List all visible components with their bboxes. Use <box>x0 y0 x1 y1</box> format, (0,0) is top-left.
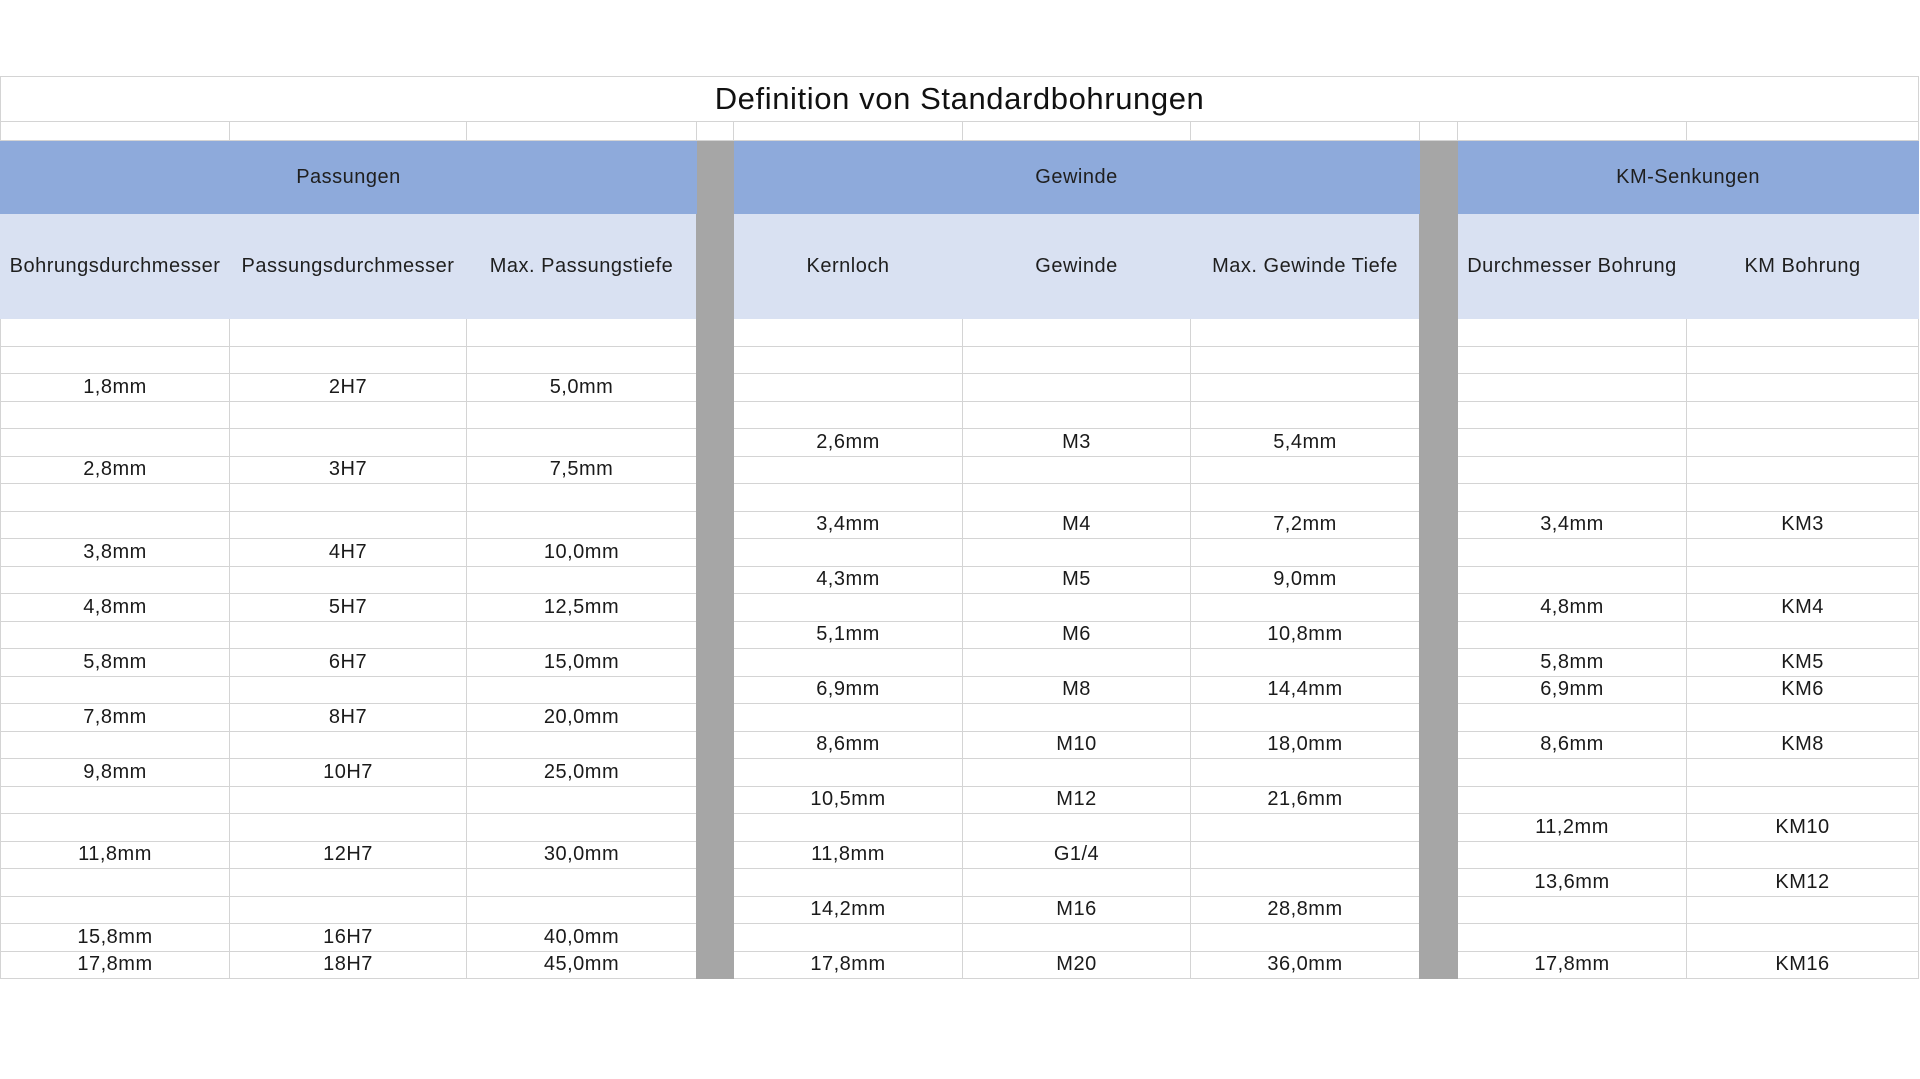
max-passungstiefe-cell[interactable] <box>467 676 697 704</box>
passungsdurchmesser-cell[interactable] <box>230 511 467 539</box>
kernloch-cell[interactable]: 2,6mm <box>734 429 963 457</box>
passungsdurchmesser-cell[interactable] <box>230 401 467 429</box>
gewinde-cell[interactable]: M16 <box>963 896 1191 924</box>
max-gewinde-tiefe-cell[interactable] <box>1191 319 1420 347</box>
bohrungsdurchmesser-cell[interactable] <box>1 401 230 429</box>
table-row <box>1 841 1919 869</box>
km-bohrung-cell[interactable] <box>1687 429 1919 457</box>
durchmesser-bohrung-cell[interactable] <box>1458 621 1687 649</box>
passungsdurchmesser-cell[interactable] <box>230 346 467 374</box>
gewinde-cell[interactable]: M20 <box>963 951 1191 979</box>
table-row <box>1 759 1919 787</box>
bohrungsdurchmesser-cell[interactable]: 7,8mm <box>1 704 230 732</box>
column-header-gewinde: Gewinde <box>963 214 1191 319</box>
max-gewinde-tiefe-cell[interactable] <box>1191 924 1420 952</box>
km-bohrung-cell[interactable]: KM12 <box>1687 869 1919 897</box>
spreadsheet <box>0 76 1918 979</box>
cell[interactable] <box>1420 122 1458 141</box>
group-header-passungen: Passungen <box>1 141 697 214</box>
durchmesser-bohrung-cell[interactable] <box>1458 346 1687 374</box>
durchmesser-bohrung-cell[interactable] <box>1458 759 1687 787</box>
table-row <box>1 566 1919 594</box>
durchmesser-bohrung-cell[interactable] <box>1458 401 1687 429</box>
km-bohrung-cell[interactable] <box>1687 346 1919 374</box>
max-gewinde-tiefe-cell[interactable] <box>1191 841 1420 869</box>
durchmesser-bohrung-cell[interactable] <box>1458 319 1687 347</box>
km-bohrung-cell[interactable]: KM3 <box>1687 511 1919 539</box>
passungsdurchmesser-cell[interactable]: 2H7 <box>230 374 467 402</box>
gewinde-cell[interactable]: M3 <box>963 429 1191 457</box>
passungsdurchmesser-cell[interactable] <box>230 566 467 594</box>
max-passungstiefe-cell[interactable] <box>467 814 697 842</box>
table-row <box>1 539 1919 567</box>
max-passungstiefe-cell[interactable] <box>467 731 697 759</box>
table-row <box>1 786 1919 814</box>
max-gewinde-tiefe-cell[interactable] <box>1191 814 1420 842</box>
passungsdurchmesser-cell[interactable] <box>230 676 467 704</box>
km-bohrung-cell[interactable]: KM16 <box>1687 951 1919 979</box>
durchmesser-bohrung-cell[interactable]: 3,4mm <box>1458 511 1687 539</box>
table-row <box>1 621 1919 649</box>
table-row <box>1 401 1919 429</box>
durchmesser-bohrung-cell[interactable] <box>1458 786 1687 814</box>
km-bohrung-cell[interactable] <box>1687 401 1919 429</box>
gewinde-cell[interactable] <box>963 759 1191 787</box>
passungsdurchmesser-cell[interactable] <box>230 786 467 814</box>
bohrungsdurchmesser-cell[interactable] <box>1 621 230 649</box>
cell[interactable] <box>1 122 230 141</box>
max-gewinde-tiefe-cell[interactable]: 5,4mm <box>1191 429 1420 457</box>
durchmesser-bohrung-cell[interactable]: 13,6mm <box>1458 869 1687 897</box>
kernloch-cell[interactable]: 3,4mm <box>734 511 963 539</box>
passungsdurchmesser-cell[interactable]: 18H7 <box>230 951 467 979</box>
gewinde-cell[interactable] <box>963 401 1191 429</box>
table-row <box>1 731 1919 759</box>
passungsdurchmesser-cell[interactable]: 12H7 <box>230 841 467 869</box>
kernloch-cell[interactable] <box>734 319 963 347</box>
column-header-km-bohrung: KM Bohrung <box>1687 214 1919 319</box>
durchmesser-bohrung-cell[interactable]: 8,6mm <box>1458 731 1687 759</box>
max-passungstiefe-cell[interactable]: 15,0mm <box>467 649 697 677</box>
durchmesser-bohrung-cell[interactable]: 5,8mm <box>1458 649 1687 677</box>
gewinde-cell[interactable] <box>963 319 1191 347</box>
bohrungsdurchmesser-cell[interactable] <box>1 484 230 512</box>
bohrungsdurchmesser-cell[interactable]: 4,8mm <box>1 594 230 622</box>
table-row <box>1 896 1919 924</box>
durchmesser-bohrung-cell[interactable]: 11,2mm <box>1458 814 1687 842</box>
max-gewinde-tiefe-cell[interactable] <box>1191 374 1420 402</box>
bohrungsdurchmesser-cell[interactable] <box>1 869 230 897</box>
table-row <box>1 676 1919 704</box>
max-passungstiefe-cell[interactable] <box>467 869 697 897</box>
durchmesser-bohrung-cell[interactable] <box>1458 456 1687 484</box>
kernloch-cell[interactable] <box>734 456 963 484</box>
bohrungsdurchmesser-cell[interactable] <box>1 786 230 814</box>
column-header-passungsdurchmesser: Passungsdurchmesser <box>230 214 467 319</box>
passungsdurchmesser-cell[interactable] <box>230 621 467 649</box>
durchmesser-bohrung-cell[interactable] <box>1458 704 1687 732</box>
bohrungsdurchmesser-cell[interactable] <box>1 319 230 347</box>
max-passungstiefe-cell[interactable] <box>467 786 697 814</box>
durchmesser-bohrung-cell[interactable]: 17,8mm <box>1458 951 1687 979</box>
passungsdurchmesser-cell[interactable]: 6H7 <box>230 649 467 677</box>
bohrungsdurchmesser-cell[interactable] <box>1 814 230 842</box>
cell[interactable] <box>1191 122 1420 141</box>
km-bohrung-cell[interactable] <box>1687 786 1919 814</box>
kernloch-cell[interactable] <box>734 814 963 842</box>
max-passungstiefe-cell[interactable] <box>467 346 697 374</box>
bohrungsdurchmesser-cell[interactable] <box>1 566 230 594</box>
kernloch-cell[interactable]: 17,8mm <box>734 951 963 979</box>
max-passungstiefe-cell[interactable] <box>467 429 697 457</box>
max-gewinde-tiefe-cell[interactable] <box>1191 704 1420 732</box>
table-row <box>1 374 1919 402</box>
column-header-max-passungstiefe: Max. Passungstiefe <box>467 214 697 319</box>
gewinde-cell[interactable] <box>963 924 1191 952</box>
km-bohrung-cell[interactable] <box>1687 896 1919 924</box>
max-passungstiefe-cell[interactable] <box>467 896 697 924</box>
gewinde-cell[interactable] <box>963 869 1191 897</box>
cell[interactable] <box>230 122 467 141</box>
km-bohrung-cell[interactable] <box>1687 484 1919 512</box>
max-passungstiefe-cell[interactable]: 5,0mm <box>467 374 697 402</box>
max-gewinde-tiefe-cell[interactable] <box>1191 594 1420 622</box>
km-bohrung-cell[interactable] <box>1687 704 1919 732</box>
bohrungsdurchmesser-cell[interactable] <box>1 429 230 457</box>
gewinde-cell[interactable] <box>963 539 1191 567</box>
passungsdurchmesser-cell[interactable]: 4H7 <box>230 539 467 567</box>
gewinde-cell[interactable]: M4 <box>963 511 1191 539</box>
group-header-km-senkungen: KM-Senkungen <box>1458 141 1919 214</box>
passungsdurchmesser-cell[interactable]: 10H7 <box>230 759 467 787</box>
durchmesser-bohrung-cell[interactable] <box>1458 924 1687 952</box>
gewinde-cell[interactable] <box>963 704 1191 732</box>
max-passungstiefe-cell[interactable]: 40,0mm <box>467 924 697 952</box>
cell[interactable] <box>467 122 697 141</box>
durchmesser-bohrung-cell[interactable] <box>1458 484 1687 512</box>
bohrungsdurchmesser-cell[interactable]: 1,8mm <box>1 374 230 402</box>
bohrungsdurchmesser-cell[interactable] <box>1 896 230 924</box>
max-gewinde-tiefe-cell[interactable] <box>1191 484 1420 512</box>
max-gewinde-tiefe-cell[interactable]: 10,8mm <box>1191 621 1420 649</box>
kernloch-cell[interactable]: 4,3mm <box>734 566 963 594</box>
passungsdurchmesser-cell[interactable] <box>230 731 467 759</box>
km-bohrung-cell[interactable] <box>1687 841 1919 869</box>
gewinde-cell[interactable] <box>963 484 1191 512</box>
km-bohrung-cell[interactable] <box>1687 319 1919 347</box>
gewinde-cell[interactable]: M5 <box>963 566 1191 594</box>
bohrungsdurchmesser-cell[interactable] <box>1 676 230 704</box>
gewinde-cell[interactable] <box>963 346 1191 374</box>
bohrungsdurchmesser-cell[interactable]: 3,8mm <box>1 539 230 567</box>
km-bohrung-cell[interactable] <box>1687 456 1919 484</box>
kernloch-cell[interactable] <box>734 759 963 787</box>
table-row <box>1 484 1919 512</box>
max-gewinde-tiefe-cell[interactable] <box>1191 539 1420 567</box>
passungsdurchmesser-cell[interactable]: 8H7 <box>230 704 467 732</box>
table-row <box>1 346 1919 374</box>
passungsdurchmesser-cell[interactable] <box>230 429 467 457</box>
durchmesser-bohrung-cell[interactable] <box>1458 429 1687 457</box>
passungsdurchmesser-cell[interactable] <box>230 896 467 924</box>
passungsdurchmesser-cell[interactable]: 16H7 <box>230 924 467 952</box>
kernloch-cell[interactable] <box>734 539 963 567</box>
gewinde-cell[interactable]: M10 <box>963 731 1191 759</box>
cell[interactable] <box>1458 122 1687 141</box>
km-bohrung-cell[interactable] <box>1687 566 1919 594</box>
max-passungstiefe-cell[interactable] <box>467 621 697 649</box>
kernloch-cell[interactable] <box>734 346 963 374</box>
km-bohrung-cell[interactable]: KM5 <box>1687 649 1919 677</box>
km-bohrung-cell[interactable] <box>1687 374 1919 402</box>
table-row <box>1 429 1919 457</box>
table-row <box>1 511 1919 539</box>
bohrungsdurchmesser-cell[interactable] <box>1 511 230 539</box>
gewinde-cell[interactable]: G1/4 <box>963 841 1191 869</box>
kernloch-cell[interactable]: 11,8mm <box>734 841 963 869</box>
gewinde-cell[interactable] <box>963 456 1191 484</box>
max-passungstiefe-cell[interactable]: 10,0mm <box>467 539 697 567</box>
km-bohrung-cell[interactable]: KM6 <box>1687 676 1919 704</box>
group-header-row <box>1 141 1919 214</box>
bohrungsdurchmesser-cell[interactable]: 11,8mm <box>1 841 230 869</box>
bohrungsdurchmesser-cell[interactable] <box>1 346 230 374</box>
column-header-max-gewinde-tiefe: Max. Gewinde Tiefe <box>1191 214 1420 319</box>
max-gewinde-tiefe-cell[interactable]: 7,2mm <box>1191 511 1420 539</box>
kernloch-cell[interactable] <box>734 869 963 897</box>
bohrungsdurchmesser-cell[interactable]: 15,8mm <box>1 924 230 952</box>
max-passungstiefe-cell[interactable] <box>467 401 697 429</box>
kernloch-cell[interactable] <box>734 704 963 732</box>
gewinde-cell[interactable]: M6 <box>963 621 1191 649</box>
cell[interactable] <box>697 122 734 141</box>
max-passungstiefe-cell[interactable]: 25,0mm <box>467 759 697 787</box>
kernloch-cell[interactable] <box>734 649 963 677</box>
max-passungstiefe-cell[interactable]: 12,5mm <box>467 594 697 622</box>
kernloch-cell[interactable]: 6,9mm <box>734 676 963 704</box>
bohrungen-table <box>0 76 1919 979</box>
max-passungstiefe-cell[interactable]: 20,0mm <box>467 704 697 732</box>
gewinde-cell[interactable] <box>963 594 1191 622</box>
km-bohrung-cell[interactable]: KM8 <box>1687 731 1919 759</box>
durchmesser-bohrung-cell[interactable] <box>1458 896 1687 924</box>
durchmesser-bohrung-cell[interactable] <box>1458 374 1687 402</box>
max-gewinde-tiefe-cell[interactable] <box>1191 346 1420 374</box>
table-row <box>1 924 1919 952</box>
max-gewinde-tiefe-cell[interactable]: 9,0mm <box>1191 566 1420 594</box>
bohrungsdurchmesser-cell[interactable] <box>1 731 230 759</box>
max-gewinde-tiefe-cell[interactable]: 18,0mm <box>1191 731 1420 759</box>
max-gewinde-tiefe-cell[interactable]: 36,0mm <box>1191 951 1420 979</box>
max-gewinde-tiefe-cell[interactable]: 14,4mm <box>1191 676 1420 704</box>
km-bohrung-cell[interactable] <box>1687 924 1919 952</box>
max-gewinde-tiefe-cell[interactable]: 21,6mm <box>1191 786 1420 814</box>
title-row <box>1 77 1919 122</box>
km-bohrung-cell[interactable] <box>1687 621 1919 649</box>
column-separator <box>697 141 734 979</box>
table-row <box>1 456 1919 484</box>
column-header-kernloch: Kernloch <box>734 214 963 319</box>
gewinde-cell[interactable] <box>963 649 1191 677</box>
passungsdurchmesser-cell[interactable]: 3H7 <box>230 456 467 484</box>
durchmesser-bohrung-cell[interactable]: 6,9mm <box>1458 676 1687 704</box>
max-gewinde-tiefe-cell[interactable] <box>1191 759 1420 787</box>
group-header-gewinde: Gewinde <box>734 141 1420 214</box>
kernloch-cell[interactable] <box>734 401 963 429</box>
durchmesser-bohrung-cell[interactable] <box>1458 841 1687 869</box>
km-bohrung-cell[interactable] <box>1687 759 1919 787</box>
page-title: Definition von Standardbohrungen <box>1 77 1919 122</box>
kernloch-cell[interactable]: 10,5mm <box>734 786 963 814</box>
max-passungstiefe-cell[interactable]: 7,5mm <box>467 456 697 484</box>
durchmesser-bohrung-cell[interactable] <box>1458 566 1687 594</box>
km-bohrung-cell[interactable]: KM4 <box>1687 594 1919 622</box>
km-bohrung-cell[interactable]: KM10 <box>1687 814 1919 842</box>
bohrungsdurchmesser-cell[interactable]: 5,8mm <box>1 649 230 677</box>
table-row <box>1 594 1919 622</box>
kernloch-cell[interactable] <box>734 484 963 512</box>
table-row <box>1 704 1919 732</box>
table-row <box>1 951 1919 979</box>
cell[interactable] <box>963 122 1191 141</box>
passungsdurchmesser-cell[interactable] <box>230 869 467 897</box>
gewinde-cell[interactable]: M8 <box>963 676 1191 704</box>
cell[interactable] <box>734 122 963 141</box>
max-passungstiefe-cell[interactable]: 45,0mm <box>467 951 697 979</box>
max-passungstiefe-cell[interactable] <box>467 319 697 347</box>
passungsdurchmesser-cell[interactable] <box>230 814 467 842</box>
table-row <box>1 814 1919 842</box>
table-row <box>1 319 1919 347</box>
km-bohrung-cell[interactable] <box>1687 539 1919 567</box>
max-passungstiefe-cell[interactable] <box>467 484 697 512</box>
bohrungsdurchmesser-cell[interactable]: 2,8mm <box>1 456 230 484</box>
passungsdurchmesser-cell[interactable]: 5H7 <box>230 594 467 622</box>
column-header-bohrungsdurchmesser: Bohrungsdurchmesser <box>1 214 230 319</box>
table-row <box>1 869 1919 897</box>
column-header-row <box>1 214 1919 319</box>
kernloch-cell[interactable]: 14,2mm <box>734 896 963 924</box>
gewinde-cell[interactable] <box>963 374 1191 402</box>
max-passungstiefe-cell[interactable] <box>467 566 697 594</box>
column-header-durchmesser-bohrung: Durchmesser Bohrung <box>1458 214 1687 319</box>
durchmesser-bohrung-cell[interactable]: 4,8mm <box>1458 594 1687 622</box>
table-row <box>1 649 1919 677</box>
bohrungsdurchmesser-cell[interactable]: 9,8mm <box>1 759 230 787</box>
cell[interactable] <box>1687 122 1919 141</box>
gewinde-cell[interactable]: M12 <box>963 786 1191 814</box>
kernloch-cell[interactable] <box>734 374 963 402</box>
column-separator <box>1420 141 1458 979</box>
gewinde-cell[interactable] <box>963 814 1191 842</box>
max-passungstiefe-cell[interactable] <box>467 511 697 539</box>
kernloch-cell[interactable] <box>734 594 963 622</box>
kernloch-cell[interactable]: 5,1mm <box>734 621 963 649</box>
durchmesser-bohrung-cell[interactable] <box>1458 539 1687 567</box>
max-gewinde-tiefe-cell[interactable] <box>1191 456 1420 484</box>
max-gewinde-tiefe-cell[interactable] <box>1191 869 1420 897</box>
kernloch-cell[interactable]: 8,6mm <box>734 731 963 759</box>
max-passungstiefe-cell[interactable]: 30,0mm <box>467 841 697 869</box>
bohrungsdurchmesser-cell[interactable]: 17,8mm <box>1 951 230 979</box>
max-gewinde-tiefe-cell[interactable]: 28,8mm <box>1191 896 1420 924</box>
kernloch-cell[interactable] <box>734 924 963 952</box>
max-gewinde-tiefe-cell[interactable] <box>1191 401 1420 429</box>
max-gewinde-tiefe-cell[interactable] <box>1191 649 1420 677</box>
spacer-row <box>1 122 1919 141</box>
passungsdurchmesser-cell[interactable] <box>230 319 467 347</box>
passungsdurchmesser-cell[interactable] <box>230 484 467 512</box>
